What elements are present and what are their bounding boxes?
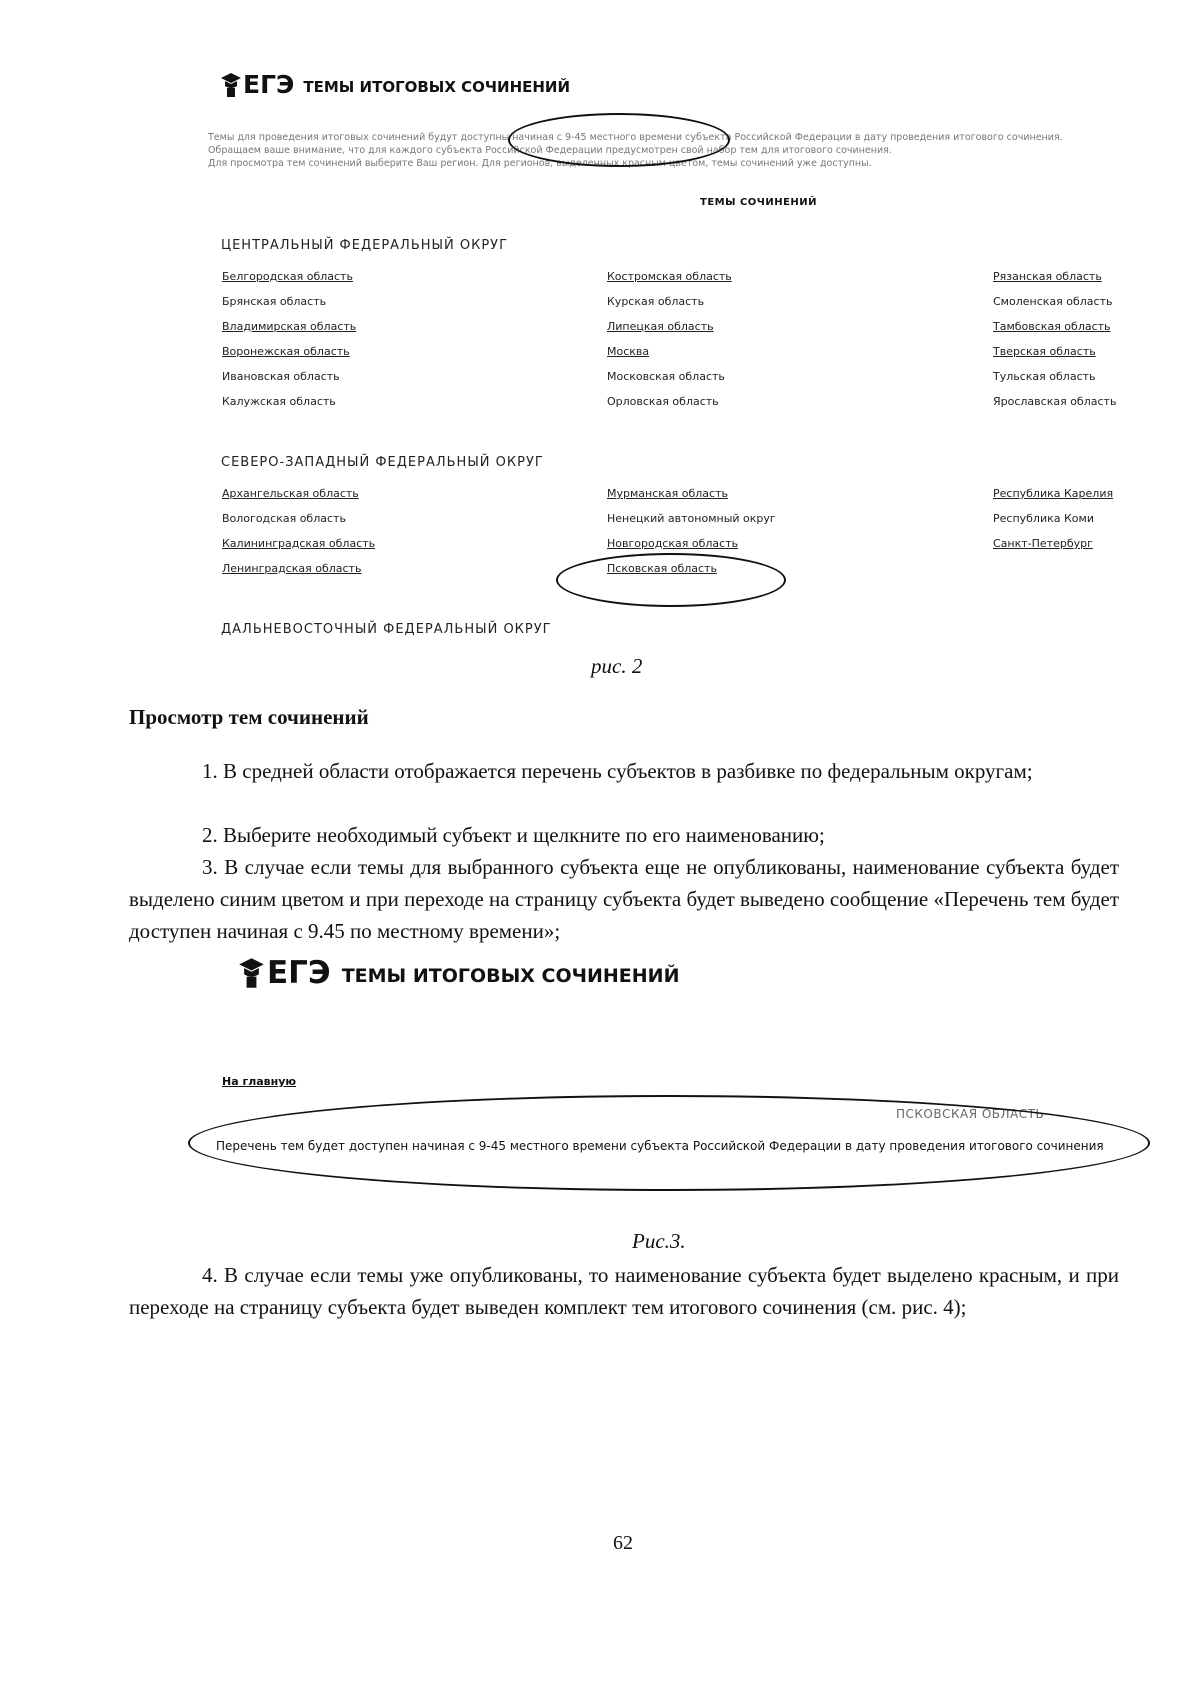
highlight-ellipse-pskov <box>556 553 786 607</box>
region-link[interactable]: Тверская область <box>993 345 1096 358</box>
region-link[interactable]: Владимирская область <box>222 320 357 333</box>
paragraph-item-3 <box>129 851 1119 947</box>
paragraph-item-4 <box>129 1259 1119 1323</box>
region-link[interactable]: Брянская область <box>222 295 327 308</box>
item-1-text: 1. В средней области отображается перечень субъектов в разбивке по федеральным округам; <box>202 759 1033 783</box>
graduate-cap-icon <box>220 72 242 98</box>
topics-heading: ТЕМЫ СОЧИНЕНИЙ <box>700 197 818 208</box>
region-link[interactable]: Санкт-Петербург <box>993 537 1093 550</box>
highlight-ellipse-notice <box>188 1095 1150 1191</box>
region-link[interactable]: Республика Коми <box>993 512 1094 525</box>
region-link-pskov[interactable]: Псковская область <box>607 562 717 575</box>
region-link[interactable]: Тульская область <box>993 370 1096 383</box>
region-column <box>222 481 607 581</box>
region-link[interactable]: Воронежская область <box>222 345 350 358</box>
section-heading: Просмотр тем сочинений <box>129 705 369 729</box>
region-link[interactable]: Московская область <box>607 370 725 383</box>
intro-line: Темы для проведения итоговых сочинений будут доступны начиная с 9-45 местного времени субъекта Российской Федерации в дату проведения итогового сочинения. <box>208 132 1063 143</box>
figure3-logo <box>238 955 679 991</box>
region-column <box>993 264 1153 414</box>
region-column <box>993 481 1153 581</box>
district-title-central: ЦЕНТРАЛЬНЫЙ ФЕДЕРАЛЬНЫЙ ОКРУГ <box>221 238 509 253</box>
logo-title: ТЕМЫ ИТОГОВЫХ СОЧИНЕНИЙ <box>303 77 571 96</box>
region-link[interactable]: Мурманская область <box>607 487 728 500</box>
region-link[interactable]: Ленинградская область <box>222 562 362 575</box>
figure3-caption: Рис.3. <box>632 1229 686 1253</box>
region-link[interactable]: Архангельская область <box>222 487 359 500</box>
item-3-text: 3. В случае если темы для выбранного субъекта еще не опубликованы, наименование субъекта будет выделено синим цветом и при переходе на страницу субъекта будет выведено сообщение «Перечень тем будет доступен начиная с 9.45 по местному времени»; <box>129 855 1119 943</box>
figure2-caption: рис. 2 <box>591 654 643 678</box>
region-list-central <box>222 264 1153 414</box>
logo-prefix: ЕГЭ <box>267 955 331 991</box>
item-2-text: 2. Выберите необходимый субъект и щелкните по его наименованию; <box>202 823 825 847</box>
region-column <box>607 264 993 414</box>
region-column <box>222 264 607 414</box>
district-title-fareast: ДАЛЬНЕВОСТОЧНЫЙ ФЕДЕРАЛЬНЫЙ ОКРУГ <box>221 622 552 637</box>
district-title-northwest: СЕВЕРО-ЗАПАДНЫЙ ФЕДЕРАЛЬНЫЙ ОКРУГ <box>221 455 544 470</box>
region-link[interactable]: Ненецкий автономный округ <box>607 512 776 525</box>
region-link[interactable]: Ивановская область <box>222 370 340 383</box>
logo-prefix: ЕГЭ <box>243 70 295 99</box>
highlight-ellipse-time <box>508 113 730 167</box>
intro-line: Обращаем ваше внимание, что для каждого субъекта Российской Федерации предусмотрен свой набор тем для итогового сочинения. <box>208 145 892 156</box>
region-link[interactable]: Орловская область <box>607 395 719 408</box>
region-link[interactable]: Калининградская область <box>222 537 376 550</box>
region-link[interactable]: Липецкая область <box>607 320 714 333</box>
region-link[interactable]: Республика Карелия <box>993 487 1114 500</box>
region-link[interactable]: Курская область <box>607 295 705 308</box>
region-link[interactable]: Ярославская область <box>993 395 1117 408</box>
paragraph-item-2 <box>129 819 1119 851</box>
region-link[interactable]: Новгородская область <box>607 537 739 550</box>
subject-title: ПСКОВСКАЯ ОБЛАСТЬ <box>896 1107 1045 1121</box>
intro-line: Для просмотра тем сочинений выберите Ваш регион. Для регионов, выделенных красным цветом, темы сочинений уже доступны. <box>208 158 872 169</box>
graduate-cap-icon <box>238 957 265 989</box>
notice-message: Перечень тем будет доступен начиная с 9-45 местного времени субъекта Российской Федерации в дату проведения итогового сочинения <box>216 1139 1104 1153</box>
region-link[interactable]: Калужская область <box>222 395 336 408</box>
region-link[interactable]: Москва <box>607 345 650 358</box>
page-number: 62 <box>613 1532 633 1554</box>
region-link[interactable]: Смоленская область <box>993 295 1113 308</box>
region-link[interactable]: Рязанская область <box>993 270 1102 283</box>
figure2-logo <box>220 70 570 99</box>
paragraph-item-1 <box>129 755 1119 787</box>
logo-title: ТЕМЫ ИТОГОВЫХ СОЧИНЕНИЙ <box>341 965 680 987</box>
region-link[interactable]: Костромская область <box>607 270 732 283</box>
region-link[interactable]: Вологодская область <box>222 512 346 525</box>
home-link[interactable]: На главную <box>222 1075 297 1088</box>
region-link[interactable]: Тамбовская область <box>993 320 1111 333</box>
item-4-text: 4. В случае если темы уже опубликованы, то наименование субъекта будет выделено красным, и при переходе на страницу субъекта будет выведен комплект тем итогового сочинения (см. рис. 4); <box>129 1263 1119 1319</box>
region-link[interactable]: Белгородская область <box>222 270 353 283</box>
